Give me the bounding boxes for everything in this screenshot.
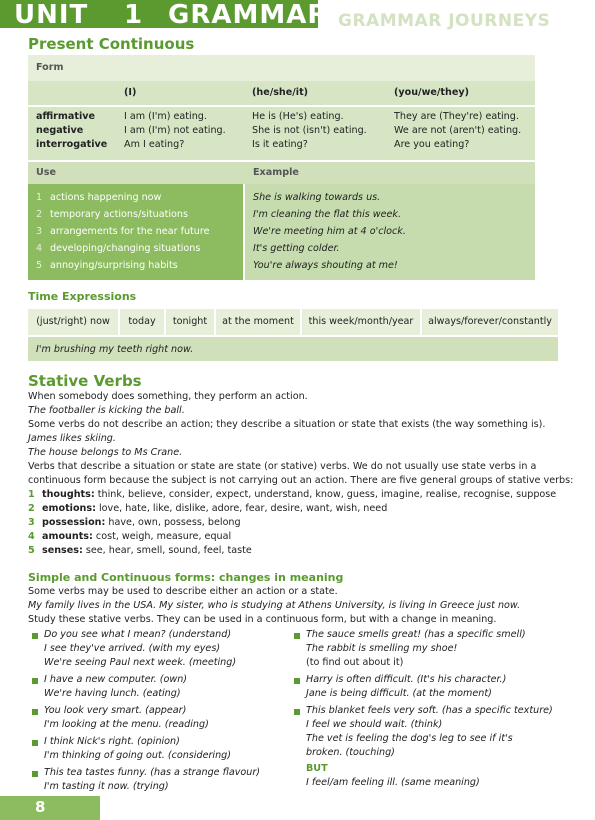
use-example: She is walking towards us.: [253, 192, 381, 203]
meaning-entry: The sauce smells great! (has a specific smell) The rabbit is smelling my shoe! (to find out about it): [292, 629, 572, 671]
form-cell: Is it eating?: [252, 139, 308, 150]
form-cell: We are not (aren't) eating.: [394, 125, 522, 136]
changes-in-meaning-title: Simple and Continuous forms: changes in meaning: [28, 571, 344, 584]
text-line: When somebody does something, they perform an action.: [28, 391, 308, 402]
stative-group: 5 senses: see, hear, smell, sound, feel, taste: [28, 545, 252, 556]
meaning-entry: You look very smart. (appear) I'm looking at the menu. (reading): [30, 705, 290, 733]
series-title: GRAMMAR JOURNEYS: [338, 11, 551, 31]
time-expression: at the moment: [216, 309, 302, 335]
col-i: (I): [124, 87, 137, 98]
text-line: Some verbs do not describe an action; they describe a situation or state that exists (the way something is).: [28, 419, 546, 430]
time-expression: tonight: [166, 309, 216, 335]
time-expression: (just/right) now: [28, 309, 120, 335]
meaning-entry: This blanket feels very soft. (has a specific texture) I feel we should wait. (think) The vet is feeling the dog's leg to see if it's broken. (touching): [292, 705, 572, 761]
use-item: 2 temporary actions/situations: [36, 209, 188, 220]
but-block: [292, 763, 572, 791]
text-line: Study these stative verbs. They can be used in a continuous form, but with a change in meaning.: [28, 614, 497, 625]
stative-group: 1 thoughts: think, believe, consider, expect, understand, know, guess, imagine, realise, recognise, suppose: [28, 489, 557, 500]
form-rows: [28, 105, 535, 160]
use-body: [28, 184, 535, 280]
time-expressions-table: [28, 309, 558, 361]
example-line: The house belongs to Ms Crane.: [28, 447, 183, 458]
use-label: Use: [36, 167, 57, 178]
meaning-intro: [28, 586, 568, 628]
row-label-affirmative: affirmative: [36, 111, 96, 122]
page-footer: [0, 796, 595, 820]
page-header: [0, 0, 595, 31]
unit-banner: [0, 0, 329, 30]
col-you-we-they: (you/we/they): [394, 87, 469, 98]
use-header: [28, 162, 535, 184]
stative-verbs-title: Stative Verbs: [28, 372, 142, 390]
meaning-left-column: [30, 629, 290, 795]
example-label: Example: [253, 167, 299, 178]
example-line: The footballer is kicking the ball.: [28, 405, 185, 416]
form-cell: She is not (isn't) eating.: [252, 125, 367, 136]
col-he-she-it: (he/she/it): [252, 87, 309, 98]
use-example: You're always shouting at me!: [253, 260, 398, 271]
use-item: 5 annoying/surprising habits: [36, 260, 178, 271]
meaning-entry: Do you see what I mean? (understand) I see they've arrived. (with my eyes) We're seeing Paul next week. (meeting): [30, 629, 290, 671]
use-item: 3 arrangements for the near future: [36, 226, 210, 237]
time-expression-example: I'm brushing my teeth right now.: [28, 335, 558, 361]
time-expression: this week/month/year: [302, 309, 422, 335]
use-item: 1 actions happening now: [36, 192, 162, 203]
meaning-entry: Harry is often difficult. (It's his character.) Jane is being difficult. (at the moment): [292, 674, 572, 702]
but-label: BUT: [306, 763, 328, 774]
use-item: 4 developing/changing situations: [36, 243, 201, 254]
use-table: [28, 162, 535, 280]
unit-number: 1: [124, 0, 144, 30]
form-cell: Are you eating?: [394, 139, 470, 150]
form-cell: He is (He's) eating.: [252, 111, 344, 122]
row-label-interrogative: interrogative: [36, 139, 108, 150]
meaning-right-column: [292, 629, 572, 791]
text-line: Verbs that describe a situation or state are state (or stative) verbs. We do not usually use state verbs in a: [28, 461, 537, 472]
uses-column: [28, 184, 243, 280]
use-example: I'm cleaning the flat this week.: [253, 209, 402, 220]
meaning-entry: This tea tastes funny. (has a strange flavour) I'm tasting it now. (trying): [30, 767, 290, 795]
stative-intro: [28, 391, 574, 489]
page-number: 8: [35, 798, 46, 816]
text-line: Some verbs may be used to describe either an action or a state.: [28, 586, 338, 597]
form-cell: Am I eating?: [124, 139, 185, 150]
meaning-entry: I have a new computer. (own) We're having lunch. (eating): [30, 674, 290, 702]
stative-group: 3 possession: have, own, possess, belong: [28, 517, 241, 528]
stative-groups-list: [28, 489, 568, 559]
section-label: GRAMMAR: [168, 0, 329, 30]
use-example: We're meeting him at 4 o'clock.: [253, 226, 406, 237]
stative-group: 4 amounts: cost, weigh, measure, equal: [28, 531, 232, 542]
form-label: Form: [28, 55, 535, 81]
use-example: It's getting colder.: [253, 243, 340, 254]
time-expressions-title: Time Expressions: [28, 290, 137, 303]
form-cell: I am (I'm) eating.: [124, 111, 207, 122]
example-line: James likes skiing.: [28, 433, 116, 444]
page-number-tab: [0, 796, 100, 820]
present-continuous-title: Present Continuous: [28, 35, 195, 53]
examples-column: [245, 184, 535, 280]
form-table: [28, 55, 535, 160]
text-line: continuous form because the subject is not carrying out an action. There are five general groups of stative verbs:: [28, 475, 574, 486]
stative-group: 2 emotions: love, hate, like, dislike, adore, fear, desire, want, wish, need: [28, 503, 388, 514]
form-cell: I am (I'm) not eating.: [124, 125, 226, 136]
time-expression: always/forever/constantly: [428, 316, 552, 327]
but-example: I feel/am feeling ill. (same meaning): [306, 777, 480, 788]
form-cell: They are (They're) eating.: [394, 111, 519, 122]
example-line: My family lives in the USA. My sister, who is studying at Athens University, is living in Greece just now.: [28, 600, 521, 611]
form-columns: [28, 81, 535, 105]
row-label-negative: negative: [36, 125, 84, 136]
meaning-entry: I think Nick's right. (opinion) I'm thinking of going out. (considering): [30, 736, 290, 764]
time-expressions-row: [28, 309, 558, 335]
unit-label: UNIT: [14, 0, 89, 30]
time-expression: today: [120, 309, 166, 335]
